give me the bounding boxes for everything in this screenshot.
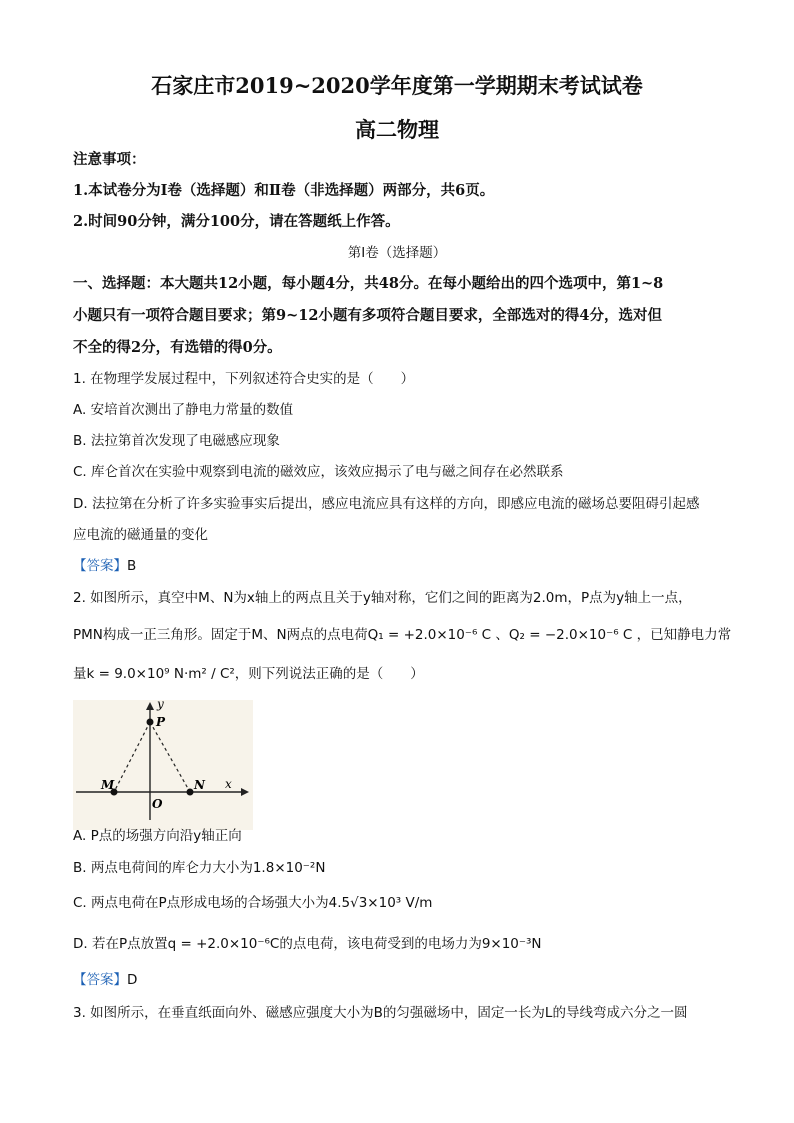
label-m: M — [101, 778, 115, 792]
point-n — [187, 789, 194, 796]
q2-stem-line-2: PMN构成一正三角形。固定于M、N两点的点电荷Q₁ = +2.0×10⁻⁶ C 、Q₂ = −2.0×10⁻⁶ C ，已知静电力常 — [73, 627, 732, 643]
q1-answer-value: B — [127, 558, 137, 574]
label-o: O — [152, 797, 163, 811]
q2-answer-label: 【答案】 — [73, 972, 127, 988]
q1-option-a: A. 安培首次测出了静电力常量的数值 — [73, 402, 294, 418]
notes-item-1: 1.本试卷分为Ⅰ卷（选择题）和Ⅱ卷（非选择题）两部分，共6页。 — [73, 182, 495, 199]
q2-answer-value: D — [127, 972, 138, 988]
label-n: N — [194, 778, 205, 792]
q2-stem-line-1: 2. 如图所示，真空中M、N为x轴上的两点且关于y轴对称，它们之间的距离为2.0m，P点为y轴上一点， — [73, 590, 692, 606]
q1-option-d-line-1: D. 法拉第在分析了许多实验事实后提出，感应电流应具有这样的方向，即感应电流的磁场总要阻碍引起感 — [73, 496, 700, 512]
q2-option-d: D. 若在P点放置q = +2.0×10⁻⁶C的点电荷，该电荷受到的电场力为9×10⁻³N — [73, 936, 542, 952]
q2-answer — [73, 970, 137, 990]
section-intro-line-1: 一、选择题：本大题共12小题，每小题4分，共48分。在每小题给出的四个选项中，第1~8 — [73, 275, 664, 292]
section-title: 第Ⅰ卷（选择题） — [347, 245, 447, 261]
exam-subtitle: 高二物理 — [355, 117, 439, 142]
label-x: x — [225, 777, 232, 791]
q1-option-c: C. 库仑首次在实验中观察到电流的磁效应，该效应揭示了电与磁之间存在必然联系 — [73, 464, 564, 480]
q2-option-a: A. P点的场强方向沿y轴正向 — [73, 828, 242, 844]
point-p — [147, 719, 154, 726]
notes-heading: 注意事项： — [73, 151, 146, 168]
q3-stem-line-1: 3. 如图所示，在垂直纸面向外、磁感应强度大小为B的匀强磁场中，固定一长为L的导线弯成六分之一圆 — [73, 1005, 688, 1021]
section-intro-line-2: 小题只有一项符合题目要求；第9~12小题有多项符合题目要求，全部选对的得4分，选对但 — [73, 307, 663, 324]
q2-figure — [73, 700, 253, 830]
q2-option-b: B. 两点电荷间的库仑力大小为1.8×10⁻²N — [73, 860, 326, 876]
label-y: y — [157, 700, 164, 711]
q1-answer — [73, 556, 136, 576]
q1-stem: 1. 在物理学发展过程中，下列叙述符合史实的是（ ） — [73, 371, 415, 387]
notes-item-2: 2.时间90分钟，满分100分，请在答题纸上作答。 — [73, 213, 400, 230]
section-intro-line-3: 不全的得2分，有选错的得0分。 — [73, 339, 282, 356]
q1-option-b: B. 法拉第首次发现了电磁感应现象 — [73, 433, 280, 449]
label-p: P — [156, 715, 166, 729]
q2-option-c: C. 两点电荷在P点形成电场的合场强大小为4.5√3×10³ V/m — [73, 895, 433, 911]
q1-option-d-line-2: 应电流的磁通量的变化 — [73, 527, 208, 543]
exam-title: 石家庄市2019~2020学年度第一学期期末考试试卷 — [151, 73, 643, 98]
q2-stem-line-3: 量k = 9.0×10⁹ N·m² / C²，则下列说法正确的是（ ） — [73, 666, 424, 682]
q1-answer-label: 【答案】 — [73, 558, 127, 574]
